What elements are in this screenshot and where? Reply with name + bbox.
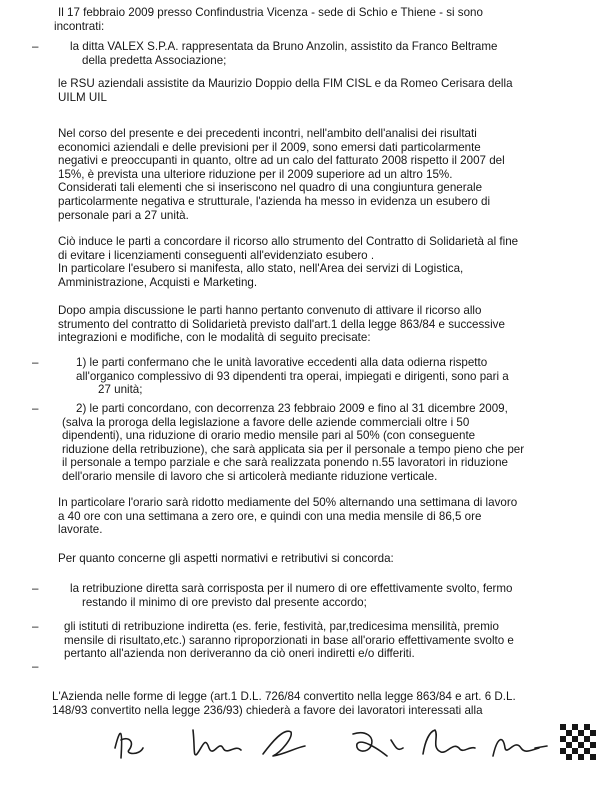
paragraph-1 bbox=[58, 127, 558, 222]
list-dash: – bbox=[32, 40, 39, 53]
paragraph-line: Dopo ampia discussione le parti hanno pertanto convenuto di attivare il ricorso allo bbox=[58, 304, 482, 317]
signatures bbox=[95, 718, 565, 768]
point-line: (salva la proroga della legislazione a favore delle aziende commerciali oltre i 50 bbox=[62, 415, 470, 429]
paragraph-line: In particolare l'orario sarà ridotto mediamente del 50% alternando una settimana di lavoro bbox=[58, 496, 518, 509]
list-dash: – bbox=[32, 620, 39, 633]
header-line-1: Il 17 febbraio 2009 presso Confindustria Vicenza - sede di Schio e Thiene - si sono bbox=[58, 6, 483, 19]
paragraph-line: 15%, è prevista una ulteriore riduzione per il 2009 superiore ad un altro 15%. bbox=[58, 167, 453, 181]
party-2 bbox=[58, 77, 558, 104]
point-line: dell'orario mensile di lavoro che si articolerà mediante riduzione verticale. bbox=[62, 469, 438, 483]
paragraph-line: 148/93 convertito nella legge 236/93) chiederà a favore dei lavoratori interessati alla bbox=[52, 703, 483, 717]
signature-4 bbox=[353, 733, 403, 756]
point-2 bbox=[62, 402, 562, 484]
list-dash: – bbox=[32, 582, 39, 595]
party-1-line-2: della predetta Associazione; bbox=[82, 53, 227, 67]
checkered-stamp bbox=[560, 724, 596, 760]
item-a bbox=[70, 582, 570, 609]
paragraph-line: a 40 ore con una settimana a zero ore, e quindi con una media mensile di 86,5 ore bbox=[58, 509, 482, 523]
paragraph-4 bbox=[58, 496, 558, 537]
paragraph-6 bbox=[52, 690, 562, 717]
item-b bbox=[64, 620, 564, 661]
paragraph-line: Per quanto concerne gli aspetti normativi e retributivi si concorda: bbox=[58, 552, 394, 565]
item-line: pertanto all'azienda non deriveranno da ciò oneri indiretti e/o differiti. bbox=[64, 647, 415, 661]
list-dash: – bbox=[32, 356, 39, 369]
item-line: la retribuzione diretta sarà corrisposta per il numero di ore effettivamente svolto, fermo bbox=[70, 582, 513, 595]
paragraph-line: integrazioni e modifiche, con le modalità di seguito precisate: bbox=[58, 331, 371, 345]
signature-5 bbox=[423, 730, 475, 754]
header-block bbox=[54, 6, 558, 33]
paragraph-line: Nel corso del presente e dei precedenti incontri, nell'ambito dell'analisi dei risultati bbox=[58, 127, 477, 140]
paragraph-line: L'Azienda nelle forme di legge (art.1 D.L. 726/84 convertito nella legge 863/84 e art. 6 D.L. bbox=[52, 690, 516, 703]
paragraph-line: In particolare l'esubero si manifesta, allo stato, nell'Area dei servizi di Logistica, bbox=[58, 262, 464, 276]
item-line: mensile di risultato,etc.) saranno riproporzionati in base all'orario effettivamente svolto e bbox=[64, 633, 514, 647]
list-dash: – bbox=[32, 402, 39, 415]
party-2-line-1: le RSU aziendali assistite da Maurizio Doppio della FIM CISL e da Romeo Cerisara della bbox=[58, 77, 513, 90]
paragraph-5 bbox=[58, 552, 558, 566]
signature-1 bbox=[115, 733, 143, 758]
paragraph-line: lavorate. bbox=[58, 523, 103, 537]
signature-3 bbox=[263, 731, 305, 756]
point-line: all'organico complessivo di 93 dipendenti tra operai, impiegati e dirigenti, sono pari a bbox=[76, 369, 509, 383]
signature-6 bbox=[493, 740, 547, 756]
party-1-line-1: la ditta VALEX S.P.A. rappresentata da Bruno Anzolin, assistito da Franco Beltrame bbox=[70, 40, 498, 53]
paragraph-3 bbox=[58, 304, 558, 345]
party-1 bbox=[70, 40, 570, 67]
point-line: 1) le parti confermano che le unità lavorative eccedenti alla data odierna rispetto bbox=[76, 356, 488, 369]
header-line-2: incontrati: bbox=[54, 19, 105, 33]
paragraph-line: economici aziendali e delle previsioni per il 2009, sono emersi dati particolarmente bbox=[58, 140, 481, 154]
item-line: gli istituti di retribuzione indiretta (es. ferie, festività, par,tredicesima mensilità, premio bbox=[64, 620, 499, 633]
point-1 bbox=[76, 356, 566, 397]
point-line: il personale a tempo parziale e che sarà realizzata ponendo n.55 lavoratori in riduzione bbox=[62, 456, 508, 470]
paragraph-line: di evitare i licenziamenti conseguenti all'evidenziato esubero . bbox=[58, 248, 375, 262]
paragraph-line: Amministrazione, Acquisti e Marketing. bbox=[58, 275, 258, 289]
paragraph-line: personale pari a 27 unità. bbox=[58, 208, 189, 222]
item-line: restando il minimo di ore previsto dal presente accordo; bbox=[82, 595, 367, 609]
paragraph-line: strumento del contratto di Solidarietà previsto dall'art.1 della legge 863/84 e successive bbox=[58, 317, 505, 331]
point-line: 27 unità; bbox=[98, 383, 143, 397]
party-2-line-2: UILM UIL bbox=[58, 90, 107, 104]
paragraph-line: negativi e preoccupanti in quanto, oltre ad un calo del fatturato 2008 rispetto il 2007 del bbox=[58, 154, 505, 168]
signature-2 bbox=[193, 730, 241, 755]
paragraph-line: Ciò induce le parti a concordare il ricorso allo strumento del Contratto di Solidarietà al fine bbox=[58, 235, 519, 248]
paragraph-line: Considerati tali elementi che si inseriscono nel quadro di una congiuntura generale bbox=[58, 181, 483, 195]
list-dash: – bbox=[32, 660, 39, 673]
point-line: riduzione della retribuzione), che sarà applicata sia per il personale a tempo pieno che per bbox=[62, 442, 525, 456]
paragraph-2 bbox=[58, 235, 558, 289]
point-line: dipendenti), una riduzione di orario medio mensile pari al 50% (con conseguente bbox=[62, 429, 476, 443]
paragraph-line: particolarmente negativa e strutturale, l'azienda ha messo in evidenza un esubero di bbox=[58, 194, 491, 208]
point-line: 2) le parti concordano, con decorrenza 23 febbraio 2009 e fino al 31 dicembre 2009, bbox=[76, 402, 508, 415]
